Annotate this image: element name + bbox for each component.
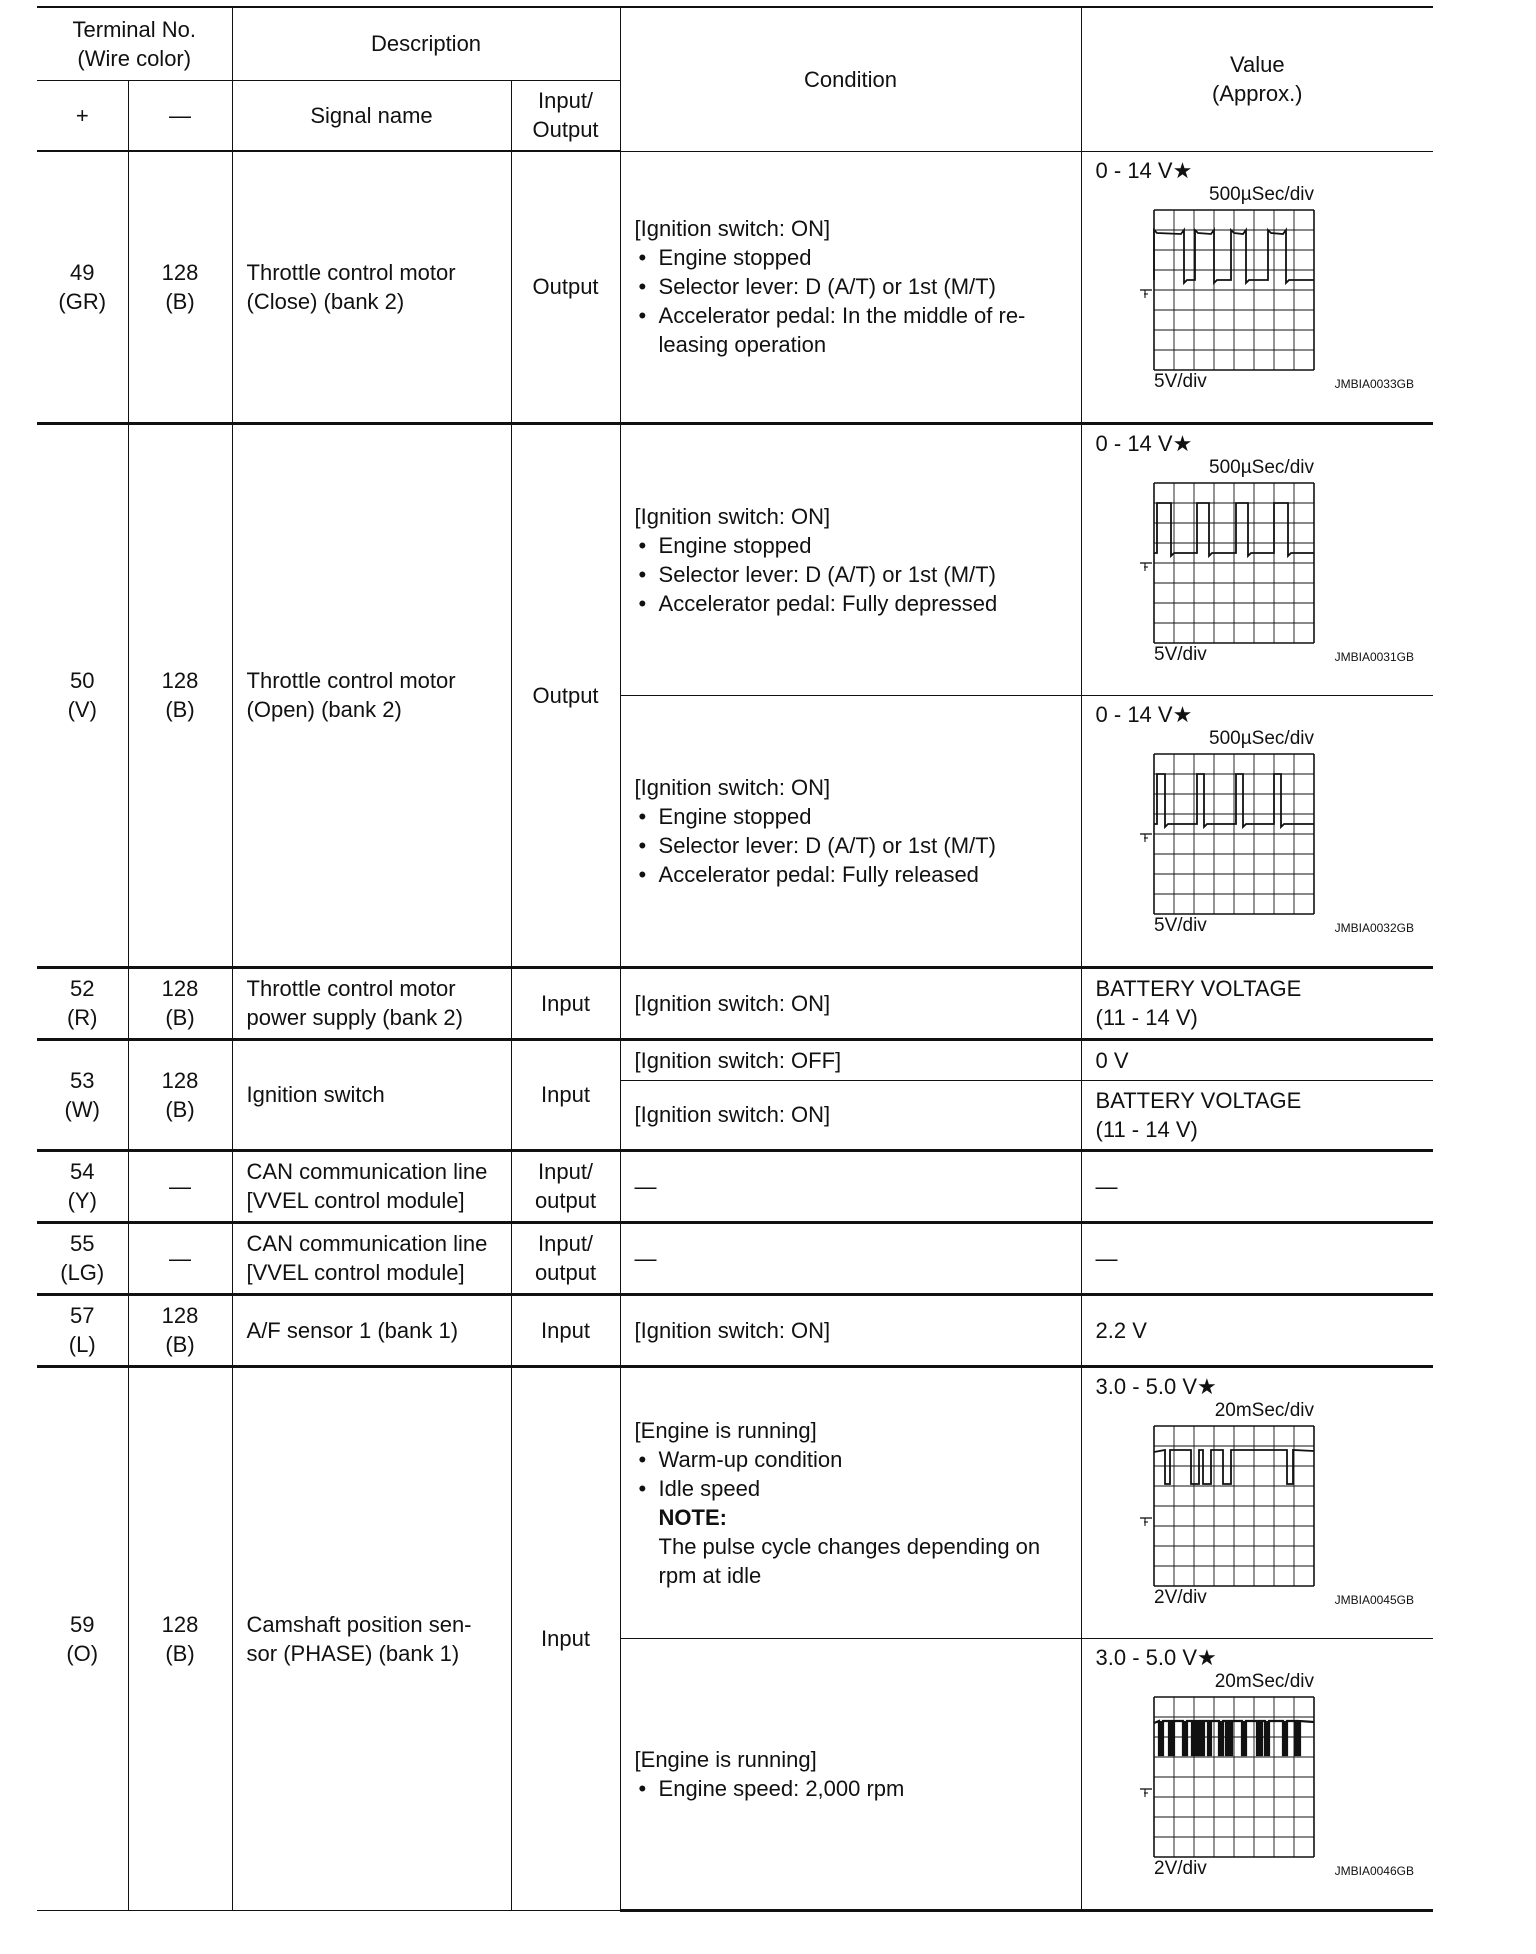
- condition-head: [Engine is running]: [634, 1746, 817, 1772]
- wire-color: (Y): [67, 1188, 97, 1213]
- condition-bullet: • Selector lever: D (A/T) or 1st (M/T): [635, 560, 1075, 589]
- terminal-plus: [37, 1039, 128, 1150]
- condition: [Ignition switch: OFF]: [620, 1039, 1081, 1080]
- volt-division-label: 2V/div: [1153, 1586, 1207, 1608]
- condition-bullet: • Idle speed: [635, 1474, 1075, 1503]
- header-value: [1081, 7, 1433, 151]
- ecm-terminal-table: [37, 6, 1433, 1912]
- time-division-label: 20mSec/div: [1214, 1399, 1314, 1421]
- terminal-minus: [128, 1039, 232, 1150]
- oscilloscope-svg: [1096, 1368, 1426, 1638]
- note-line: The pulse cycle changes depending on: [658, 1533, 1041, 1559]
- value-cell: [1081, 1366, 1433, 1638]
- header-terminal-line2: (Wire color): [77, 45, 192, 71]
- signal-name-line: Camshaft position sen-: [246, 1611, 472, 1637]
- star-icon: ★: [1172, 430, 1193, 456]
- condition-bullet: • Accelerator pedal: Fully depressed: [635, 589, 1075, 618]
- terminal-minus: —: [128, 1222, 232, 1294]
- terminal-plus: [37, 1294, 128, 1366]
- figure-code: JMBIA0031GB: [1334, 649, 1414, 664]
- value-cell: —: [1081, 1222, 1433, 1294]
- condition-bullet: • Warm-up condition: [635, 1445, 1075, 1474]
- terminal-plus: [37, 967, 128, 1039]
- table-row-57: [37, 1294, 1433, 1366]
- terminal-number: 57: [70, 1303, 95, 1328]
- header-value-line1: Value: [1229, 52, 1285, 78]
- condition: [620, 1638, 1081, 1910]
- volt-division-label: 5V/div: [1153, 914, 1207, 936]
- value-line: (11 - 14 V): [1095, 1005, 1198, 1030]
- ground-icon: [1140, 834, 1152, 842]
- condition: [620, 423, 1081, 695]
- condition-bullet: • Engine speed: 2,000 rpm: [635, 1774, 1075, 1803]
- condition: [620, 151, 1081, 423]
- io-line: Input/: [538, 1231, 594, 1256]
- amplitude-text: 3.0 - 5.0 V: [1095, 1644, 1198, 1670]
- terminal-number: 128: [161, 976, 199, 1001]
- value-cell: 0 V: [1081, 1039, 1433, 1080]
- waveform-figure: [1096, 152, 1426, 422]
- signal-name: [232, 151, 511, 423]
- condition-bullets: [635, 1445, 1075, 1503]
- terminal-number: 59: [70, 1611, 95, 1637]
- io-type: Input: [511, 1039, 620, 1150]
- signal-name: [232, 967, 511, 1039]
- terminal-number: 54: [70, 1159, 95, 1184]
- wire-color: (B): [165, 1640, 195, 1666]
- volt-division-label: 5V/div: [1153, 643, 1207, 665]
- signal-name-line: Throttle control motor: [246, 668, 456, 693]
- condition-bullets: [635, 1774, 1075, 1803]
- io-line: output: [534, 1260, 597, 1285]
- condition: [620, 695, 1081, 967]
- condition-bullet: • Engine stopped: [635, 243, 1075, 272]
- table-row-54: [37, 1150, 1433, 1222]
- signal-name-line: (Close) (bank 2): [246, 288, 405, 314]
- io-type: Output: [511, 423, 620, 967]
- terminal-plus: [37, 1222, 128, 1294]
- condition-head: [Engine is running]: [634, 1417, 817, 1443]
- table-row-55: [37, 1222, 1433, 1294]
- signal-name-line: power supply (bank 2): [246, 1005, 463, 1030]
- waveform-figure: [1096, 1368, 1426, 1638]
- signal-name-line: CAN communication line: [246, 1231, 488, 1256]
- terminal-number: 53: [70, 1067, 95, 1093]
- condition-bullet: • Engine stopped: [635, 802, 1075, 831]
- time-division-label: 500µSec/div: [1208, 727, 1314, 749]
- star-icon: ★: [1197, 1373, 1217, 1399]
- io-type: Input: [511, 1294, 620, 1366]
- signal-name-line: [VVEL control module]: [246, 1260, 465, 1285]
- time-division-label: 500µSec/div: [1208, 456, 1314, 478]
- value-cell: [1081, 695, 1433, 967]
- value-cell: [1081, 1638, 1433, 1910]
- table-row-52: [37, 967, 1433, 1039]
- terminal-number: 128: [161, 668, 199, 693]
- wire-color: (B): [165, 697, 195, 722]
- oscilloscope-svg: [1096, 152, 1426, 422]
- oscilloscope-svg: [1096, 696, 1426, 966]
- oscilloscope-svg: [1096, 1639, 1426, 1909]
- ground-icon: [1140, 563, 1152, 571]
- amplitude-text: 0 - 14 V: [1095, 701, 1173, 727]
- condition: [Ignition switch: ON]: [620, 1080, 1081, 1150]
- amplitude-text: 3.0 - 5.0 V: [1095, 1373, 1198, 1399]
- condition-bullets: [635, 802, 1075, 889]
- terminal-minus: [128, 1294, 232, 1366]
- value-line: (11 - 14 V): [1095, 1116, 1198, 1142]
- header-value-line2: (Approx.): [1212, 81, 1303, 107]
- header-signal-name: Signal name: [232, 80, 511, 151]
- figure-code: JMBIA0032GB: [1334, 920, 1414, 935]
- condition: [Ignition switch: ON]: [620, 1294, 1081, 1366]
- waveform-figure: [1096, 696, 1426, 966]
- signal-name-line: Throttle control motor: [246, 976, 456, 1001]
- condition-bullet: • Selector lever: D (A/T) or 1st (M/T): [635, 272, 1075, 301]
- terminal-plus: [37, 151, 128, 423]
- signal-name: [232, 1366, 511, 1910]
- condition-bullet-line: Accelerator pedal: In the middle of re-: [658, 303, 1026, 328]
- signal-name-line: Throttle control motor: [246, 259, 456, 285]
- wire-color: (LG): [60, 1260, 105, 1285]
- value-cell: —: [1081, 1150, 1433, 1222]
- value-line: BATTERY VOLTAGE: [1095, 1087, 1302, 1113]
- waveform-figure: [1096, 425, 1426, 695]
- figure-code: JMBIA0046GB: [1334, 1863, 1414, 1878]
- star-icon: ★: [1172, 701, 1193, 727]
- wire-color: (GR): [58, 288, 107, 314]
- signal-name-line: (Open) (bank 2): [246, 697, 402, 722]
- condition-bullet-line: leasing operation: [658, 332, 827, 357]
- wire-color: (B): [165, 1096, 195, 1122]
- wire-color: (O): [66, 1640, 99, 1666]
- condition-bullet: • Selector lever: D (A/T) or 1st (M/T): [635, 831, 1075, 860]
- wire-color: (R): [66, 1005, 98, 1030]
- time-division-label: 20mSec/div: [1214, 1670, 1314, 1692]
- header-io-line1: Input/: [538, 88, 594, 114]
- header-io-line2: Output: [532, 117, 599, 143]
- terminal-plus: [37, 423, 128, 967]
- figure-code: JMBIA0033GB: [1334, 376, 1414, 391]
- terminal-number: 128: [161, 259, 199, 285]
- condition-bullets: [635, 243, 1075, 359]
- header-io: [511, 80, 620, 151]
- signal-name-line: [VVEL control module]: [246, 1188, 465, 1213]
- io-type: Output: [511, 151, 620, 423]
- condition-bullet: • Accelerator pedal: Fully released: [635, 860, 1075, 889]
- condition: [Ignition switch: ON]: [620, 967, 1081, 1039]
- header-terminal-line1: Terminal No.: [72, 16, 196, 42]
- condition-bullets: [635, 531, 1075, 618]
- wire-color: (W): [64, 1096, 100, 1122]
- io-type: Input: [511, 967, 620, 1039]
- amplitude-text: 0 - 14 V: [1095, 430, 1173, 456]
- io-type: [511, 1222, 620, 1294]
- note-title: NOTE:: [658, 1504, 727, 1530]
- terminal-number: 128: [161, 1303, 199, 1328]
- header-minus: —: [128, 80, 232, 151]
- wire-color: (B): [165, 1005, 195, 1030]
- header-terminal: [37, 7, 232, 80]
- condition-bullet: [635, 301, 1075, 359]
- figure-code: JMBIA0045GB: [1334, 1592, 1414, 1607]
- signal-name: [232, 1150, 511, 1222]
- time-division-label: 500µSec/div: [1208, 183, 1314, 205]
- terminal-plus: [37, 1366, 128, 1910]
- terminal-number: 128: [161, 1611, 199, 1637]
- table-row-49: [37, 151, 1433, 423]
- table-row-59: [37, 1366, 1433, 1638]
- signal-name-line: sor (PHASE) (bank 1): [246, 1640, 460, 1666]
- table-row-53: [37, 1039, 1433, 1080]
- terminal-number: 128: [161, 1067, 199, 1093]
- terminal-minus: —: [128, 1150, 232, 1222]
- value-line: BATTERY VOLTAGE: [1095, 976, 1302, 1001]
- terminal-number: 55: [70, 1231, 95, 1256]
- table-row-50: [37, 423, 1433, 695]
- io-line: output: [534, 1188, 597, 1213]
- wire-color: (B): [165, 288, 195, 314]
- signal-name: A/F sensor 1 (bank 1): [232, 1294, 511, 1366]
- terminal-plus: [37, 1150, 128, 1222]
- star-icon: ★: [1197, 1644, 1217, 1670]
- header-plus: +: [37, 80, 128, 151]
- header-description: Description: [232, 7, 620, 80]
- volt-division-label: 2V/div: [1153, 1857, 1207, 1879]
- terminal-minus: [128, 1366, 232, 1910]
- condition-bullet: • Engine stopped: [635, 531, 1075, 560]
- note-line: rpm at idle: [658, 1562, 762, 1588]
- value-cell: [1081, 151, 1433, 423]
- io-type: Input: [511, 1366, 620, 1910]
- terminal-minus: [128, 151, 232, 423]
- ground-icon: [1140, 290, 1152, 298]
- oscilloscope-svg: [1096, 425, 1426, 695]
- terminal-minus: [128, 423, 232, 967]
- terminal-number: 52: [70, 976, 95, 1001]
- io-type: [511, 1150, 620, 1222]
- wire-color: (V): [67, 697, 97, 722]
- value-cell: 2.2 V: [1081, 1294, 1433, 1366]
- terminal-number: 50: [70, 668, 95, 693]
- volt-division-label: 5V/div: [1153, 370, 1207, 392]
- terminal-number: 49: [70, 259, 95, 285]
- wire-color: (L): [68, 1332, 96, 1357]
- condition: [620, 1366, 1081, 1638]
- condition-head: [Ignition switch: ON]: [634, 216, 831, 241]
- header-condition: Condition: [620, 7, 1081, 151]
- io-line: Input/: [538, 1159, 594, 1184]
- value-cell: [1081, 967, 1433, 1039]
- condition-head: [Ignition switch: ON]: [634, 503, 831, 529]
- condition: —: [620, 1222, 1081, 1294]
- condition: —: [620, 1150, 1081, 1222]
- condition-head: [Ignition switch: ON]: [634, 774, 831, 800]
- signal-name: [232, 423, 511, 967]
- ground-icon: [1140, 1789, 1152, 1797]
- value-cell: [1081, 423, 1433, 695]
- signal-name: Ignition switch: [232, 1039, 511, 1150]
- ground-icon: [1140, 1518, 1152, 1526]
- signal-name-line: CAN communication line: [246, 1159, 488, 1184]
- terminal-minus: [128, 967, 232, 1039]
- star-icon: ★: [1172, 157, 1193, 183]
- waveform-figure: [1096, 1639, 1426, 1909]
- value-cell: [1081, 1080, 1433, 1150]
- signal-name: [232, 1222, 511, 1294]
- amplitude-text: 0 - 14 V: [1095, 157, 1173, 183]
- wire-color: (B): [165, 1332, 195, 1357]
